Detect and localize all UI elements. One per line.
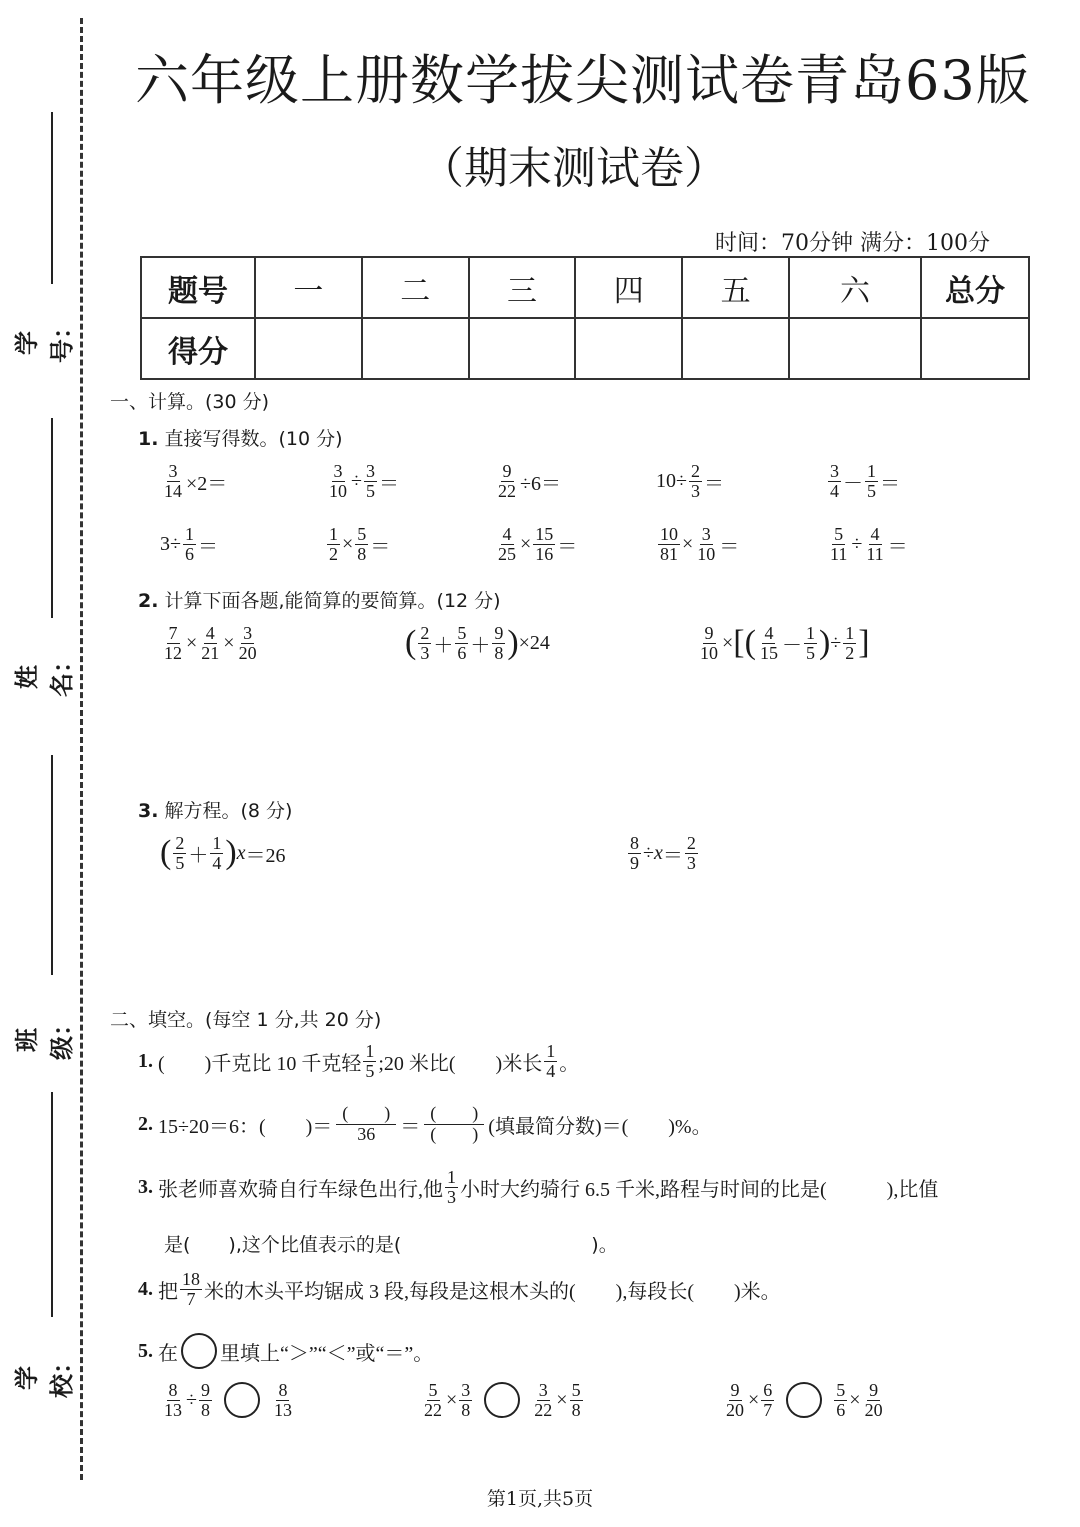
score-header-cell: 五 <box>682 257 789 318</box>
question-text: ;20 米比( )米长 <box>378 1052 543 1075</box>
student-id-label: 学号： <box>12 315 76 363</box>
comparison-item: 5 22 × 3 8 3 22 × 5 8 <box>424 1380 581 1420</box>
calc-expression: 7 12 × 4 21 × 3 20 <box>164 623 257 663</box>
calc-item: 3 14 ×2＝ <box>164 461 228 501</box>
score-blank-cell[interactable] <box>921 318 1029 379</box>
question-text: 直接写得数。(10 分) <box>164 428 343 450</box>
score-blank-cell[interactable] <box>255 318 362 379</box>
score-blank-cell[interactable] <box>789 318 921 379</box>
question-number: 1. <box>138 1049 153 1072</box>
fill-question-3-line2: 是( ),这个比值表示的是( )。 <box>164 1234 618 1256</box>
section-2-heading: 二、填空。(每空 1 分,共 20 分) <box>110 1009 382 1031</box>
fill-question-2: 2. 15÷20＝6：( )＝ ( ) 36 ＝ ( ) ( ) (填最简分数)＝( )%。 <box>138 1103 712 1144</box>
question-text: (填最简分数)＝( )%。 <box>488 1115 712 1138</box>
score-blank-cell[interactable] <box>575 318 682 379</box>
question-text: 里填上“＞”“＜”或“＝”。 <box>220 1342 434 1365</box>
name-label: 姓名： <box>12 649 76 697</box>
score-blank-cell[interactable] <box>682 318 789 379</box>
question-text: ＝ <box>400 1115 421 1138</box>
time-score-info: 时间：70分钟 满分：100分 <box>715 231 990 256</box>
question-text: 。 <box>559 1052 580 1075</box>
calc-item: 9 22 ÷6＝ <box>498 461 561 501</box>
fill-question-4: 4. 把 18 7 米的木头平均锯成 3 段,每段是这根木头的( ),每段长( )米。 <box>138 1269 781 1309</box>
calc-item: 1 2 × 5 8 ＝ <box>329 524 391 564</box>
calc-item: 10÷ 2 3 ＝ <box>656 461 724 501</box>
fill-question-3: 3. 张老师喜欢骑自行车绿色出行,他 1 3 小时大约骑行 6.5 千米,路程与时间的比是( ),比值 <box>138 1167 939 1207</box>
question-1-1-heading <box>138 424 343 451</box>
calc-item: 10 81 × 3 10 ＝ <box>660 524 740 564</box>
answer-circle[interactable] <box>484 1382 520 1418</box>
question-number: 2. <box>138 1112 153 1135</box>
fill-question-1: 1. ( )千克比 10 千克轻 1 5 ;20 米比( )米长 1 4 。 <box>138 1041 580 1081</box>
fill-question-5 <box>138 1333 433 1369</box>
score-header-cell: 二 <box>362 257 469 318</box>
comparison-item: 8 13 ÷ 9 8 8 13 <box>164 1380 292 1420</box>
question-text: 解方程。(8 分) <box>164 800 293 822</box>
question-number: 4. <box>138 1277 153 1300</box>
score-header-cell: 三 <box>469 257 576 318</box>
equation: ( 2 5 ＋ 1 4 ) x ＝26 <box>160 833 286 873</box>
score-header-cell: 题号 <box>141 257 255 318</box>
question-number: 3. <box>138 800 159 822</box>
binding-dashed-line <box>80 18 83 1480</box>
class-label: 班级： <box>12 1012 76 1060</box>
comparison-item: 9 20 × 6 7 5 6 × 9 20 <box>726 1380 883 1420</box>
school-label: 学校： <box>12 1350 76 1398</box>
calc-item: 4 25 × 15 16 ＝ <box>498 524 578 564</box>
score-blank-cell[interactable] <box>362 318 469 379</box>
question-text: 15÷20＝6：( )＝ <box>158 1115 333 1138</box>
calc-item: 3 4 － 1 5 ＝ <box>830 461 900 501</box>
question-number: 1. <box>138 428 159 450</box>
comparison-circle-icon <box>181 1333 217 1369</box>
question-1-3-heading <box>138 796 292 823</box>
score-header-cell: 六 <box>789 257 921 318</box>
score-row-label: 得分 <box>141 318 255 379</box>
question-1-2-heading <box>138 586 501 613</box>
question-text: ( )千克比 10 千克轻 <box>158 1052 362 1075</box>
section-1-heading: 一、计算。(30 分) <box>110 391 270 413</box>
calc-item: 3 10 ÷ 3 5 ＝ <box>329 461 399 501</box>
question-text: 在 <box>158 1342 178 1365</box>
score-blank-cell[interactable] <box>469 318 576 379</box>
question-text: 张老师喜欢骑自行车绿色出行,他 <box>158 1178 443 1201</box>
question-text: 米的木头平均锯成 3 段,每段是这根木头的( ),每段长( )米。 <box>204 1280 781 1303</box>
answer-circle[interactable] <box>786 1382 822 1418</box>
page-footer: 第1页,共5页 <box>486 1488 594 1510</box>
name-line <box>51 418 53 618</box>
question-number: 3. <box>138 1175 153 1198</box>
page-subtitle: （期末测试卷） <box>420 143 728 194</box>
question-text: 把 <box>158 1280 178 1303</box>
school-line <box>51 1092 53 1317</box>
student-id-line <box>51 112 53 284</box>
class-line <box>51 755 53 975</box>
calc-item: 3÷ 1 6 ＝ <box>160 524 218 564</box>
denominator-value: 36 <box>357 1123 376 1144</box>
score-header-cell: 一 <box>255 257 362 318</box>
page-title: 六年级上册数学拔尖测试卷青岛63版 <box>135 49 1031 112</box>
question-number: 5. <box>138 1339 153 1362</box>
score-header-cell: 四 <box>575 257 682 318</box>
score-header-cell: 总分 <box>921 257 1029 318</box>
calc-expression: 9 10 × [( 4 15 － 1 5 ) ÷ 1 2 ] <box>700 623 870 663</box>
question-text: 小时大约骑行 6.5 千米,路程与时间的比是( ),比值 <box>460 1178 939 1201</box>
question-number: 2. <box>138 590 159 612</box>
calc-expression: ( 2 3 ＋ 5 6 ＋ 9 8 ) ×24 <box>405 623 550 663</box>
answer-circle[interactable] <box>224 1382 260 1418</box>
score-table <box>140 256 1030 380</box>
equation: 8 9 ÷ x ＝ 2 3 <box>630 833 696 873</box>
calc-item: 5 11 ÷ 4 11 ＝ <box>830 524 908 564</box>
question-text: 计算下面各题,能简算的要简算。(12 分) <box>164 590 501 612</box>
